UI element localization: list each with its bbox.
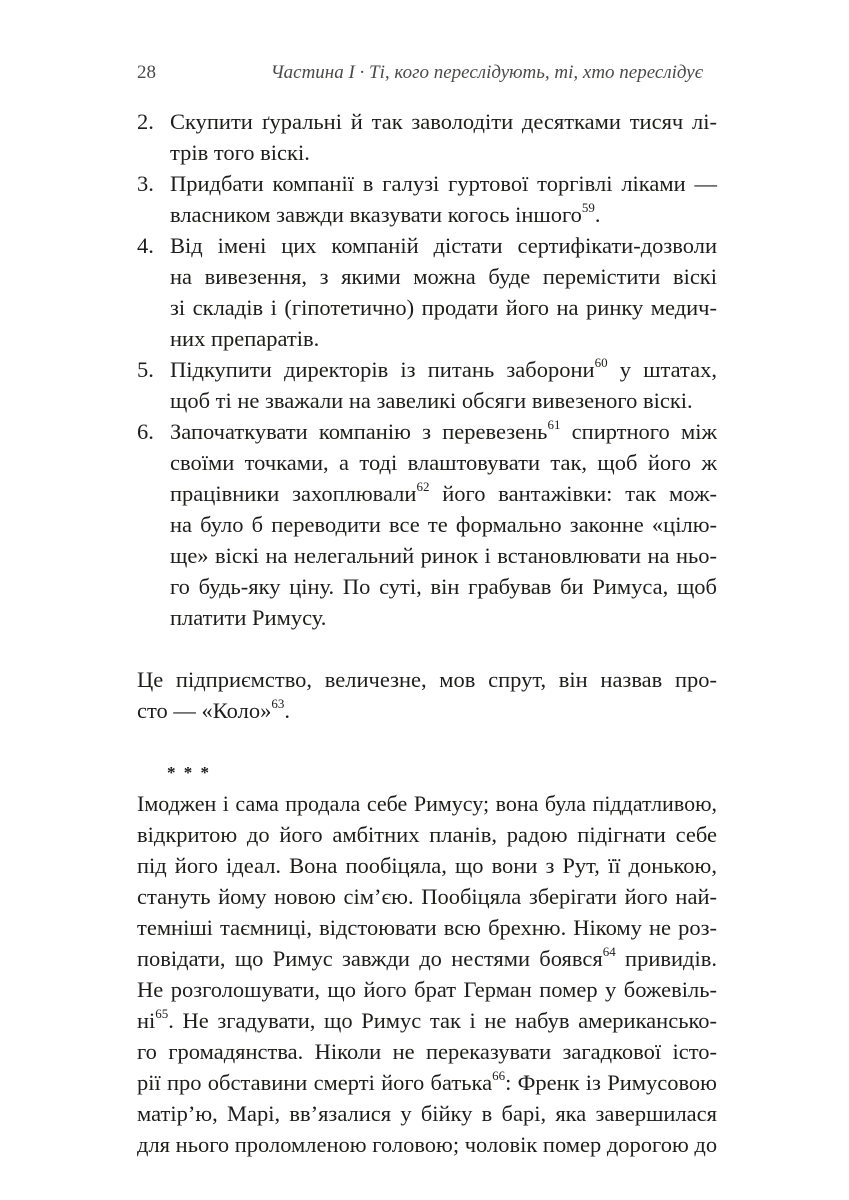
list-item-3: [137, 168, 717, 230]
text-span: рії про обставини смерті його батька: [137, 1070, 493, 1095]
text-line: ще» віскі на нелегальний ринок і встановлювати на ньо-: [170, 543, 717, 568]
text-line: для нього проломленою головою; чоловік помер дорогою до: [137, 1132, 718, 1157]
body-text: [137, 106, 717, 1160]
list-item-5: [137, 354, 717, 416]
text-span: .: [284, 698, 290, 723]
text-line: трів того віскі.: [170, 140, 310, 165]
text-span: .: [594, 202, 601, 227]
footnote-ref: 63: [271, 695, 285, 711]
text-line: Не розголошувати, що його брат Герман помер у божевіль-: [137, 977, 717, 1002]
list-marker: 3.: [137, 171, 154, 196]
text-line: Від імені цих компаній дістати сертифікати-дозволи: [170, 233, 717, 258]
text-line: них препаратів.: [170, 326, 320, 351]
list-marker: 4.: [137, 233, 154, 258]
text-line: темніші таємниці, відстоювати всю брехню. Нікому не роз-: [137, 915, 717, 940]
spacer: [137, 633, 717, 664]
text-line: [137, 695, 717, 726]
text-line: Імоджен і сама продала себе Римусу; вона була піддатливою,: [137, 791, 717, 816]
text-span: ні: [137, 1008, 156, 1033]
running-head: Частина I · Ті, кого переслідують, ті, хто переслідує: [270, 62, 703, 83]
text-span: у штатах,: [607, 357, 717, 382]
text-line: стануть йому новою сім’єю. Пообіцяла зберігати його най-: [137, 884, 717, 909]
text-span: сто — «Коло»: [137, 698, 272, 723]
footnote-ref: 64: [602, 943, 616, 959]
text-line: на вивезення, з якими можна буде перемістити віскі: [170, 264, 717, 289]
text-line: на було б переводити все те формально законне «цілю-: [170, 512, 717, 537]
text-span: привидів.: [615, 946, 718, 971]
text-line: [170, 416, 717, 447]
page-number: 28: [137, 62, 156, 83]
text-line: під його ідеал. Вона пообіцяла, що вони з Рут, її донькою,: [137, 853, 717, 878]
text-span: Започаткувати компанію з перевезень: [170, 419, 548, 444]
text-line: Придбати компанії в галузі гуртової торгівлі ліками —: [170, 171, 717, 196]
list-marker: 2.: [137, 109, 154, 134]
footnote-ref: 59: [581, 199, 595, 215]
text-line: зі складів і (гіпотетично) продати його на ринку медич-: [170, 295, 717, 320]
text-span: : Френк із Римусовою: [505, 1070, 717, 1095]
text-span: . Не згадувати, що Римус так і не набув американсько-: [168, 1008, 717, 1033]
list-marker: 5.: [137, 357, 154, 382]
text-span: повідати, що Римус завжди до нестями боявся: [137, 946, 603, 971]
text-line: го громадянства. Ніколи не переказувати загадкової істо-: [137, 1039, 717, 1064]
text-line: [137, 1067, 717, 1098]
footnote-ref: 62: [416, 478, 430, 494]
text-line: Це підприємство, величезне, мов спрут, він назвав про-: [137, 667, 717, 692]
text-span: працівники захоплювали: [170, 481, 417, 506]
footnote-ref: 65: [155, 1005, 169, 1021]
footnote-ref: 61: [547, 416, 561, 432]
text-span: власником завжди вказувати когось іншого: [170, 202, 582, 227]
text-span: спиртного між: [560, 419, 717, 444]
list-item-2: [137, 106, 717, 168]
spacer: [137, 726, 717, 757]
text-line: [137, 943, 717, 974]
text-span: його вантажівки: так мож-: [429, 481, 718, 506]
text-line: матір’ю, Марі, вв’язалися у бійку в барі, яка завершилася: [137, 1101, 717, 1126]
list-item-4: [137, 230, 717, 354]
text-line: [137, 1005, 717, 1036]
text-line: [170, 478, 717, 509]
footnote-ref: 66: [492, 1067, 506, 1083]
text-line: своїми точками, а тоді влаштовувати так, щоб його ж: [170, 450, 717, 475]
list-item-6: [137, 416, 717, 633]
text-line: [170, 199, 717, 230]
text-line: платити Римусу.: [170, 605, 327, 630]
text-span: Підкупити директорів із питань заборони: [170, 357, 595, 382]
text-line: го будь-яку ціну. По суті, він грабував би Римуса, щоб: [170, 574, 717, 599]
text-line: [170, 354, 717, 385]
text-line: щоб ті не зважали на завеликі обсяги вивезеного віскі.: [170, 388, 693, 413]
text-line: відкритою до його амбітних планів, радою підігнати себе: [137, 822, 717, 847]
paragraph-koло: [137, 664, 717, 726]
section-separator: * * *: [167, 763, 211, 782]
text-line: Скупити ґуральні й так заволодіти десятками тисяч лі-: [170, 109, 717, 134]
paragraph-imogen: [137, 788, 717, 1160]
footnote-ref: 60: [594, 354, 608, 370]
list-marker: 6.: [137, 419, 154, 444]
